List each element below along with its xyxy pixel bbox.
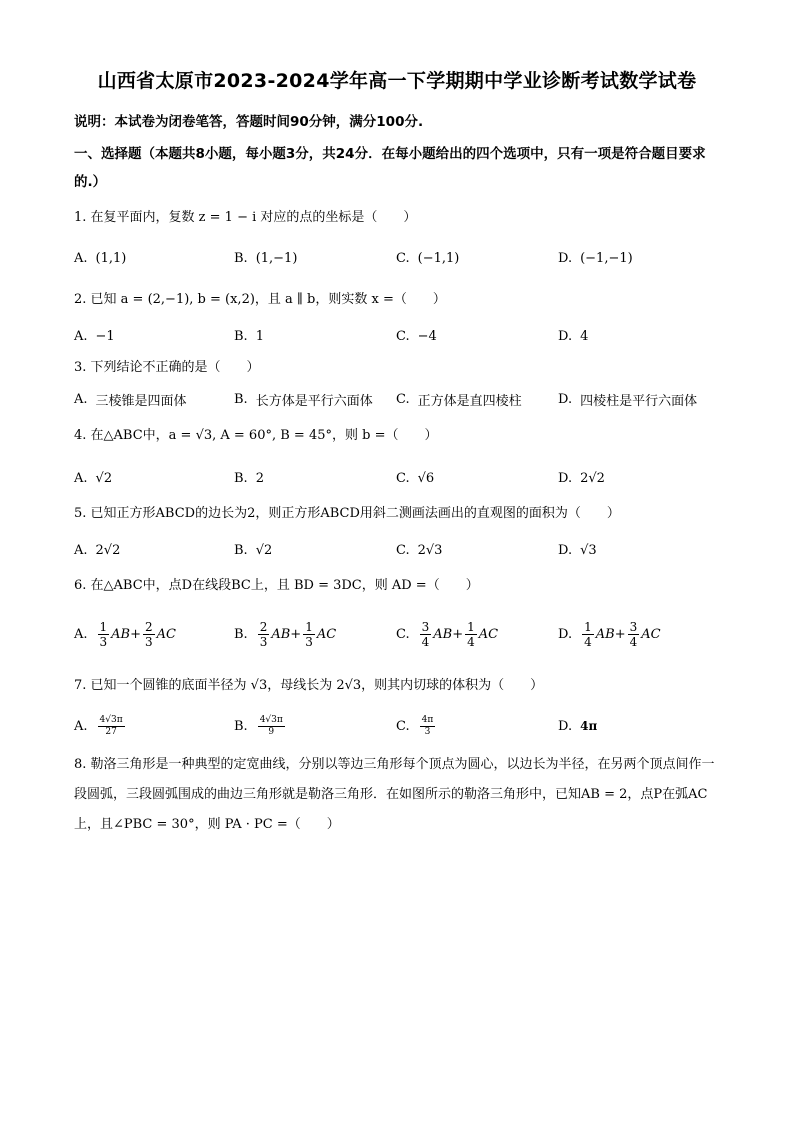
numerator: 1 [584, 619, 592, 634]
option-text: (−1,1) [417, 250, 460, 266]
option-text: 四棱柱是平行六面体 [580, 393, 698, 409]
fraction [258, 620, 270, 649]
option-c [396, 708, 437, 744]
options-q1 [74, 240, 734, 276]
option-text: 正方体是直四棱柱 [417, 393, 522, 409]
question-2: 2. 已知 a = (2,−1), b = (x,2)，且 a ∥ b，则实数 x =（ ） [74, 292, 446, 307]
section-heading: 一、选择题（本题共8小题，每小题3分，共24分．在每小题给出的四个选项中，只有一项是符合题目要求的.） [74, 146, 706, 190]
option-label: D. [558, 542, 573, 558]
option-c: C. $\frac{3}{4}$ AB + $\frac{1}{4}$ AC [396, 619, 499, 649]
denominator: 3 [424, 726, 431, 737]
option-label: C. [396, 470, 410, 486]
question-3: 3. 下列结论不正确的是（ ） [74, 360, 260, 375]
fraction [628, 620, 640, 649]
options-q5 [74, 532, 734, 568]
numerator: 1 [99, 619, 108, 634]
option-a [74, 708, 127, 744]
fraction [420, 620, 432, 649]
fraction [465, 620, 477, 649]
denominator: 3 [305, 634, 313, 649]
options-q4 [74, 460, 734, 496]
question-1: 1. 在复平面内，复数 z = 1 − i 对应的点的坐标是（ ） [74, 210, 417, 225]
question-7: 7. 已知一个圆锥的底面半径为 √3，母线长为 2√3，则其内切球的体积为（ ） [74, 678, 544, 693]
numerator: 4π [421, 714, 434, 725]
option-text: (1,1) [95, 250, 127, 266]
option-a [74, 460, 112, 496]
option-label: C. [396, 391, 410, 407]
numerator: 4√3π [99, 714, 123, 725]
fraction [303, 620, 315, 649]
denominator: 3 [99, 634, 108, 649]
vector-ac: AC [641, 626, 661, 642]
option-label: A. [74, 626, 88, 642]
option-label: B. [234, 542, 248, 558]
option-b [234, 532, 272, 568]
option-label: D. [558, 250, 573, 266]
fraction [98, 620, 110, 649]
option-a [74, 532, 120, 568]
vector-ac: AC [156, 626, 177, 642]
option-label: A. [74, 250, 88, 266]
option-label: C. [396, 718, 410, 734]
option-d [558, 240, 633, 276]
option-text: 长方体是平行六面体 [255, 393, 373, 409]
option-text: 2√2 [95, 542, 121, 558]
numerator: 3 [629, 619, 638, 634]
option-label: D. [558, 470, 573, 486]
option-b [234, 381, 373, 417]
options-q2 [74, 318, 734, 354]
option-text: 4π [580, 719, 598, 733]
option-text: 2 [255, 470, 264, 486]
numerator: 2 [145, 619, 153, 634]
denominator: 4 [584, 634, 592, 649]
denominator: 27 [105, 726, 117, 737]
option-text: 2√2 [580, 470, 605, 486]
option-c [396, 381, 522, 417]
vector-ab: AB [111, 626, 131, 642]
vector-ab: AB [595, 626, 615, 642]
option-text: √2 [255, 542, 273, 558]
question-8: 8. 勒洛三角形是一种典型的定宽曲线，分别以等边三角形每个顶点为圆心，以边长为半径，在另两个顶点间作一段圆弧，三段圆弧围成的曲边三角形就是勒洛三角形．在如图所示的勒洛三角形中，已知AB = 2，点P在弧AC上，且∠PBC = 30°，则 PA · PC =（ ） [74, 757, 715, 832]
option-label: D. [558, 626, 573, 642]
vector-ab: AB [433, 626, 453, 642]
option-text: (−1,−1) [580, 250, 633, 266]
option-b [234, 240, 297, 276]
option-label: C. [396, 328, 410, 344]
option-label: A. [74, 542, 88, 558]
option-c [396, 532, 442, 568]
denominator: 3 [259, 634, 268, 649]
vector-ab: AB [271, 626, 291, 642]
option-label: A. [74, 470, 88, 486]
option-d: D. $\frac{1}{4}$ AB + $\frac{3}{4}$ AC [558, 619, 661, 649]
option-text: 2√3 [417, 542, 443, 558]
option-label: B. [234, 626, 248, 642]
option-text: √6 [417, 470, 435, 486]
option-text: −1 [95, 328, 115, 344]
option-d [558, 381, 697, 417]
vector-ac: AC [478, 626, 499, 642]
option-label: B. [234, 328, 248, 344]
fraction [258, 715, 285, 738]
option-b: B. $\frac{2}{3}$ AB + $\frac{1}{3}$ AC [234, 619, 337, 649]
option-text: 三棱锥是四面体 [95, 393, 187, 409]
option-label: D. [558, 391, 573, 407]
numerator: 4√3π [259, 714, 283, 725]
fraction [143, 620, 155, 649]
options-q3 [74, 381, 734, 417]
option-label: C. [396, 250, 410, 266]
option-d [558, 460, 605, 496]
numerator: 1 [305, 619, 313, 634]
option-text: 4 [580, 328, 589, 344]
option-a [74, 318, 115, 354]
option-d [558, 532, 597, 568]
denominator: 3 [145, 634, 153, 649]
option-c [396, 318, 437, 354]
option-text: √2 [95, 470, 113, 486]
question-4: 4. 在△ABC中，a = √3, A = 60°, B = 45°，则 b =（ ） [74, 428, 438, 443]
option-label: D. [558, 328, 573, 344]
option-b [234, 708, 287, 744]
denominator: 4 [421, 634, 430, 649]
exam-note: 说明：本试卷为闭卷笔答，答题时间90分钟，满分100分. [74, 114, 424, 130]
option-text: √3 [580, 542, 597, 558]
option-label: B. [234, 470, 248, 486]
option-a: A. $\frac{1}{3}$ AB + $\frac{2}{3}$ AC [74, 619, 177, 649]
option-label: C. [396, 542, 410, 558]
option-a [74, 381, 187, 417]
numerator: 3 [421, 619, 430, 634]
exam-title: 山西省太原市2023-2024学年高一下学期期中学业诊断考试数学试卷 [97, 70, 697, 92]
option-a [74, 240, 126, 276]
denominator: 4 [629, 634, 638, 649]
option-label: B. [234, 718, 248, 734]
option-text: 1 [255, 328, 264, 344]
options-q7 [74, 708, 734, 744]
numerator: 2 [259, 619, 268, 634]
fraction [582, 620, 594, 649]
option-text: −4 [417, 328, 437, 344]
numerator: 1 [467, 619, 475, 634]
denominator: 9 [268, 726, 275, 737]
option-label: A. [74, 718, 88, 734]
option-label: B. [234, 250, 248, 266]
question-6: 6. 在△ABC中，点D在线段BC上，且 BD = 3DC，则 AD =（ ） [74, 578, 479, 593]
question-5: 5. 已知正方形ABCD的边长为2，则正方形ABCD用斜二测画法画出的直观图的面积为（ ） [74, 506, 620, 521]
option-label: B. [234, 391, 248, 407]
options-q6 [74, 612, 734, 656]
option-label: A. [74, 328, 88, 344]
fraction [420, 715, 436, 738]
option-label: C. [396, 626, 410, 642]
option-text: (1,−1) [255, 250, 298, 266]
option-c [396, 460, 434, 496]
vector-ac: AC [316, 626, 337, 642]
fraction [98, 715, 125, 738]
denominator: 4 [467, 634, 475, 649]
option-c [396, 240, 459, 276]
option-b [234, 460, 264, 496]
option-d [558, 318, 588, 354]
option-label: D. [558, 718, 573, 734]
option-b [234, 318, 264, 354]
option-d [558, 708, 597, 744]
option-label: A. [74, 391, 88, 407]
